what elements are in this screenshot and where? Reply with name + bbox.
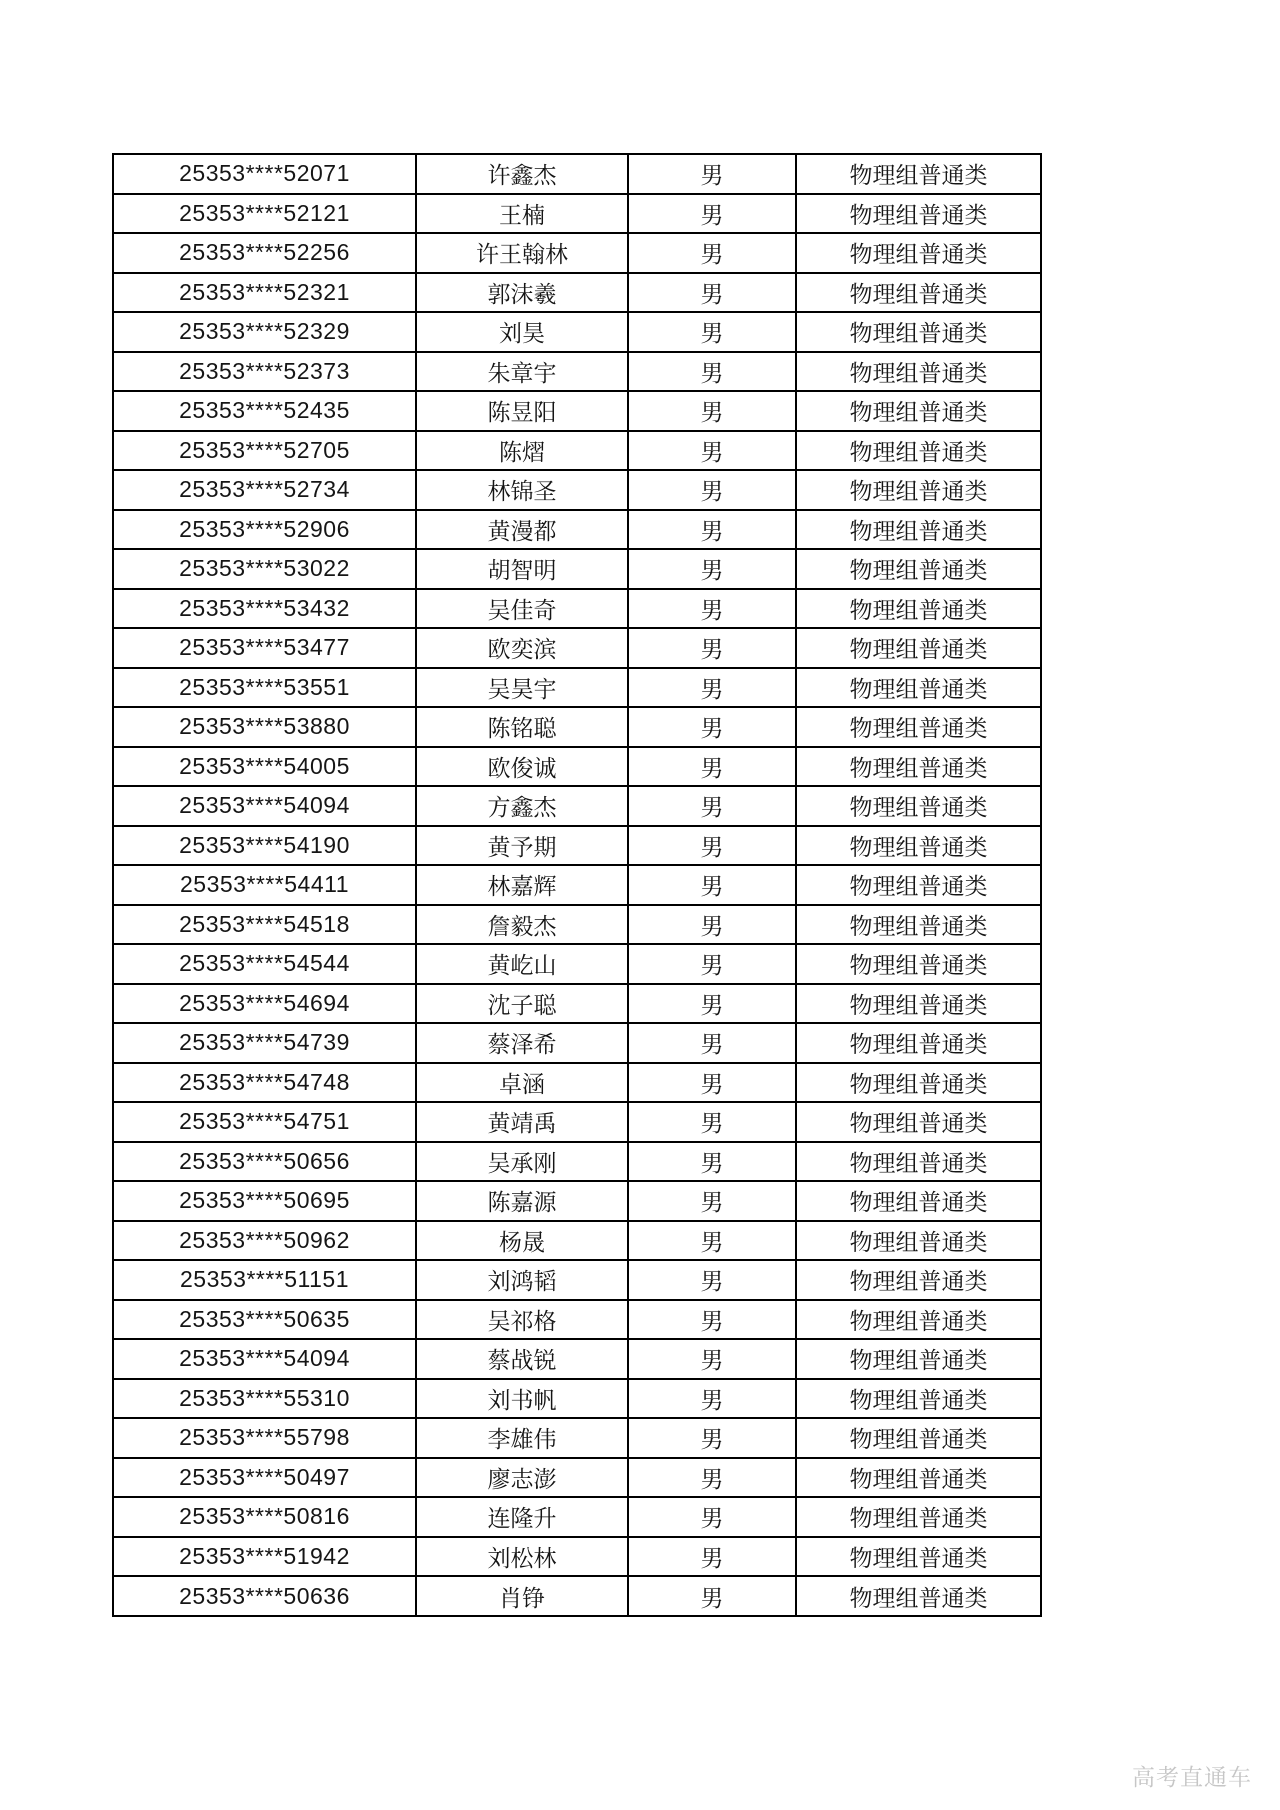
category-cell: 物理组普通类 (796, 352, 1041, 392)
table-row (113, 1063, 1041, 1103)
exam-id-cell: 25353****50497 (113, 1458, 416, 1498)
table-row (113, 984, 1041, 1024)
category-cell: 物理组普通类 (796, 1142, 1041, 1182)
exam-id-cell: 25353****52121 (113, 194, 416, 234)
student-name-cell: 黄予期 (416, 826, 628, 866)
gender-cell: 男 (628, 984, 796, 1024)
table-row (113, 1458, 1041, 1498)
category-cell: 物理组普通类 (796, 589, 1041, 629)
student-name-cell: 郭沫羲 (416, 273, 628, 313)
gender-cell: 男 (628, 668, 796, 708)
gender-cell: 男 (628, 905, 796, 945)
table-row (113, 352, 1041, 392)
category-cell: 物理组普通类 (796, 1023, 1041, 1063)
table-row (113, 1339, 1041, 1379)
exam-id-cell: 25353****54694 (113, 984, 416, 1024)
category-cell: 物理组普通类 (796, 984, 1041, 1024)
gender-cell: 男 (628, 233, 796, 273)
exam-id-cell: 25353****52906 (113, 510, 416, 550)
category-cell: 物理组普通类 (796, 747, 1041, 787)
gender-cell: 男 (628, 1379, 796, 1419)
gender-cell: 男 (628, 589, 796, 629)
watermark-text: 高考直通车 (1132, 1764, 1252, 1790)
exam-id-cell: 25353****53477 (113, 628, 416, 668)
exam-id-cell: 25353****50636 (113, 1576, 416, 1616)
category-cell: 物理组普通类 (796, 1537, 1041, 1577)
student-name-cell: 黄屹山 (416, 944, 628, 984)
exam-id-cell: 25353****55798 (113, 1418, 416, 1458)
table-row (113, 905, 1041, 945)
category-cell: 物理组普通类 (796, 1063, 1041, 1103)
category-cell: 物理组普通类 (796, 312, 1041, 352)
category-cell: 物理组普通类 (796, 549, 1041, 589)
student-name-cell: 陈昱阳 (416, 391, 628, 431)
gender-cell: 男 (628, 1497, 796, 1537)
student-name-cell: 詹毅杰 (416, 905, 628, 945)
student-name-cell: 刘昊 (416, 312, 628, 352)
gender-cell: 男 (628, 1260, 796, 1300)
student-name-cell: 陈铭聪 (416, 707, 628, 747)
table-row (113, 1221, 1041, 1261)
exam-id-cell: 25353****54094 (113, 1339, 416, 1379)
exam-id-cell: 25353****53022 (113, 549, 416, 589)
student-name-cell: 胡智明 (416, 549, 628, 589)
exam-id-cell: 25353****54411 (113, 865, 416, 905)
student-name-cell: 蔡战锐 (416, 1339, 628, 1379)
exam-id-cell: 25353****52329 (113, 312, 416, 352)
table-row (113, 1379, 1041, 1419)
table-row (113, 1497, 1041, 1537)
exam-id-cell: 25353****52705 (113, 431, 416, 471)
exam-id-cell: 25353****50656 (113, 1142, 416, 1182)
student-name-cell: 欧俊诚 (416, 747, 628, 787)
student-name-cell: 刘鸿韬 (416, 1260, 628, 1300)
gender-cell: 男 (628, 470, 796, 510)
gender-cell: 男 (628, 1221, 796, 1261)
student-name-cell: 许鑫杰 (416, 154, 628, 194)
candidate-roster-table (112, 153, 1042, 1617)
table-row (113, 628, 1041, 668)
category-cell: 物理组普通类 (796, 470, 1041, 510)
gender-cell: 男 (628, 1181, 796, 1221)
student-name-cell: 陈嘉源 (416, 1181, 628, 1221)
gender-cell: 男 (628, 1458, 796, 1498)
exam-id-cell: 25353****51151 (113, 1260, 416, 1300)
gender-cell: 男 (628, 944, 796, 984)
category-cell: 物理组普通类 (796, 865, 1041, 905)
category-cell: 物理组普通类 (796, 1221, 1041, 1261)
exam-id-cell: 25353****53432 (113, 589, 416, 629)
student-name-cell: 肖铮 (416, 1576, 628, 1616)
table-row (113, 1300, 1041, 1340)
table-row (113, 1142, 1041, 1182)
gender-cell: 男 (628, 431, 796, 471)
exam-id-cell: 25353****54005 (113, 747, 416, 787)
table-row (113, 312, 1041, 352)
gender-cell: 男 (628, 312, 796, 352)
table-row (113, 865, 1041, 905)
student-name-cell: 蔡泽希 (416, 1023, 628, 1063)
student-name-cell: 黄靖禹 (416, 1102, 628, 1142)
table-row (113, 747, 1041, 787)
student-name-cell: 方鑫杰 (416, 786, 628, 826)
gender-cell: 男 (628, 154, 796, 194)
table-row (113, 1260, 1041, 1300)
exam-id-cell: 25353****50816 (113, 1497, 416, 1537)
student-name-cell: 朱章宇 (416, 352, 628, 392)
table-row (113, 470, 1041, 510)
gender-cell: 男 (628, 1142, 796, 1182)
student-name-cell: 许王翰林 (416, 233, 628, 273)
table-row (113, 233, 1041, 273)
gender-cell: 男 (628, 826, 796, 866)
student-name-cell: 刘松林 (416, 1537, 628, 1577)
gender-cell: 男 (628, 1418, 796, 1458)
student-name-cell: 吴承刚 (416, 1142, 628, 1182)
student-name-cell: 廖志澎 (416, 1458, 628, 1498)
table-row (113, 510, 1041, 550)
category-cell: 物理组普通类 (796, 1339, 1041, 1379)
exam-id-cell: 25353****54190 (113, 826, 416, 866)
student-name-cell: 王楠 (416, 194, 628, 234)
category-cell: 物理组普通类 (796, 1260, 1041, 1300)
exam-id-cell: 25353****54094 (113, 786, 416, 826)
gender-cell: 男 (628, 628, 796, 668)
category-cell: 物理组普通类 (796, 1458, 1041, 1498)
table-row (113, 273, 1041, 313)
student-name-cell: 吴佳奇 (416, 589, 628, 629)
category-cell: 物理组普通类 (796, 1576, 1041, 1616)
table-row (113, 826, 1041, 866)
student-name-cell: 沈子聪 (416, 984, 628, 1024)
category-cell: 物理组普通类 (796, 786, 1041, 826)
category-cell: 物理组普通类 (796, 628, 1041, 668)
category-cell: 物理组普通类 (796, 233, 1041, 273)
exam-id-cell: 25353****54518 (113, 905, 416, 945)
gender-cell: 男 (628, 747, 796, 787)
category-cell: 物理组普通类 (796, 510, 1041, 550)
gender-cell: 男 (628, 1576, 796, 1616)
student-name-cell: 林锦圣 (416, 470, 628, 510)
gender-cell: 男 (628, 865, 796, 905)
category-cell: 物理组普通类 (796, 1102, 1041, 1142)
table-row (113, 707, 1041, 747)
table-row (113, 194, 1041, 234)
student-name-cell: 欧奕滨 (416, 628, 628, 668)
gender-cell: 男 (628, 510, 796, 550)
exam-id-cell: 25353****52071 (113, 154, 416, 194)
category-cell: 物理组普通类 (796, 431, 1041, 471)
gender-cell: 男 (628, 549, 796, 589)
category-cell: 物理组普通类 (796, 1300, 1041, 1340)
gender-cell: 男 (628, 707, 796, 747)
category-cell: 物理组普通类 (796, 154, 1041, 194)
gender-cell: 男 (628, 786, 796, 826)
roster-table-body (113, 154, 1041, 1616)
exam-id-cell: 25353****53551 (113, 668, 416, 708)
category-cell: 物理组普通类 (796, 391, 1041, 431)
gender-cell: 男 (628, 1102, 796, 1142)
student-name-cell: 卓涵 (416, 1063, 628, 1103)
category-cell: 物理组普通类 (796, 1418, 1041, 1458)
category-cell: 物理组普通类 (796, 1379, 1041, 1419)
gender-cell: 男 (628, 1300, 796, 1340)
student-name-cell: 黄漫都 (416, 510, 628, 550)
gender-cell: 男 (628, 1063, 796, 1103)
table-row (113, 1023, 1041, 1063)
category-cell: 物理组普通类 (796, 1497, 1041, 1537)
exam-id-cell: 25353****54751 (113, 1102, 416, 1142)
exam-id-cell: 25353****54748 (113, 1063, 416, 1103)
gender-cell: 男 (628, 1339, 796, 1379)
student-name-cell: 连隆升 (416, 1497, 628, 1537)
gender-cell: 男 (628, 352, 796, 392)
exam-id-cell: 25353****52321 (113, 273, 416, 313)
exam-id-cell: 25353****53880 (113, 707, 416, 747)
table-row (113, 944, 1041, 984)
exam-id-cell: 25353****51942 (113, 1537, 416, 1577)
table-row (113, 1181, 1041, 1221)
exam-id-cell: 25353****52734 (113, 470, 416, 510)
exam-id-cell: 25353****52373 (113, 352, 416, 392)
table-row (113, 1102, 1041, 1142)
gender-cell: 男 (628, 194, 796, 234)
student-name-cell: 吴祁格 (416, 1300, 628, 1340)
exam-id-cell: 25353****52435 (113, 391, 416, 431)
student-name-cell: 杨晟 (416, 1221, 628, 1261)
student-name-cell: 李雄伟 (416, 1418, 628, 1458)
student-name-cell: 吴昊宇 (416, 668, 628, 708)
exam-id-cell: 25353****54739 (113, 1023, 416, 1063)
category-cell: 物理组普通类 (796, 707, 1041, 747)
table-row (113, 668, 1041, 708)
gender-cell: 男 (628, 1023, 796, 1063)
exam-id-cell: 25353****52256 (113, 233, 416, 273)
gender-cell: 男 (628, 273, 796, 313)
gender-cell: 男 (628, 1537, 796, 1577)
category-cell: 物理组普通类 (796, 668, 1041, 708)
exam-id-cell: 25353****50635 (113, 1300, 416, 1340)
category-cell: 物理组普通类 (796, 194, 1041, 234)
category-cell: 物理组普通类 (796, 905, 1041, 945)
table-row (113, 1418, 1041, 1458)
category-cell: 物理组普通类 (796, 826, 1041, 866)
table-row (113, 549, 1041, 589)
category-cell: 物理组普通类 (796, 273, 1041, 313)
exam-id-cell: 25353****55310 (113, 1379, 416, 1419)
category-cell: 物理组普通类 (796, 1181, 1041, 1221)
table-row (113, 431, 1041, 471)
table-row (113, 1537, 1041, 1577)
gender-cell: 男 (628, 391, 796, 431)
category-cell: 物理组普通类 (796, 944, 1041, 984)
table-row (113, 154, 1041, 194)
table-row (113, 391, 1041, 431)
student-name-cell: 林嘉辉 (416, 865, 628, 905)
table-row (113, 786, 1041, 826)
student-name-cell: 刘书帆 (416, 1379, 628, 1419)
exam-id-cell: 25353****54544 (113, 944, 416, 984)
table-row (113, 1576, 1041, 1616)
table-row (113, 589, 1041, 629)
student-name-cell: 陈熠 (416, 431, 628, 471)
exam-id-cell: 25353****50695 (113, 1181, 416, 1221)
exam-id-cell: 25353****50962 (113, 1221, 416, 1261)
